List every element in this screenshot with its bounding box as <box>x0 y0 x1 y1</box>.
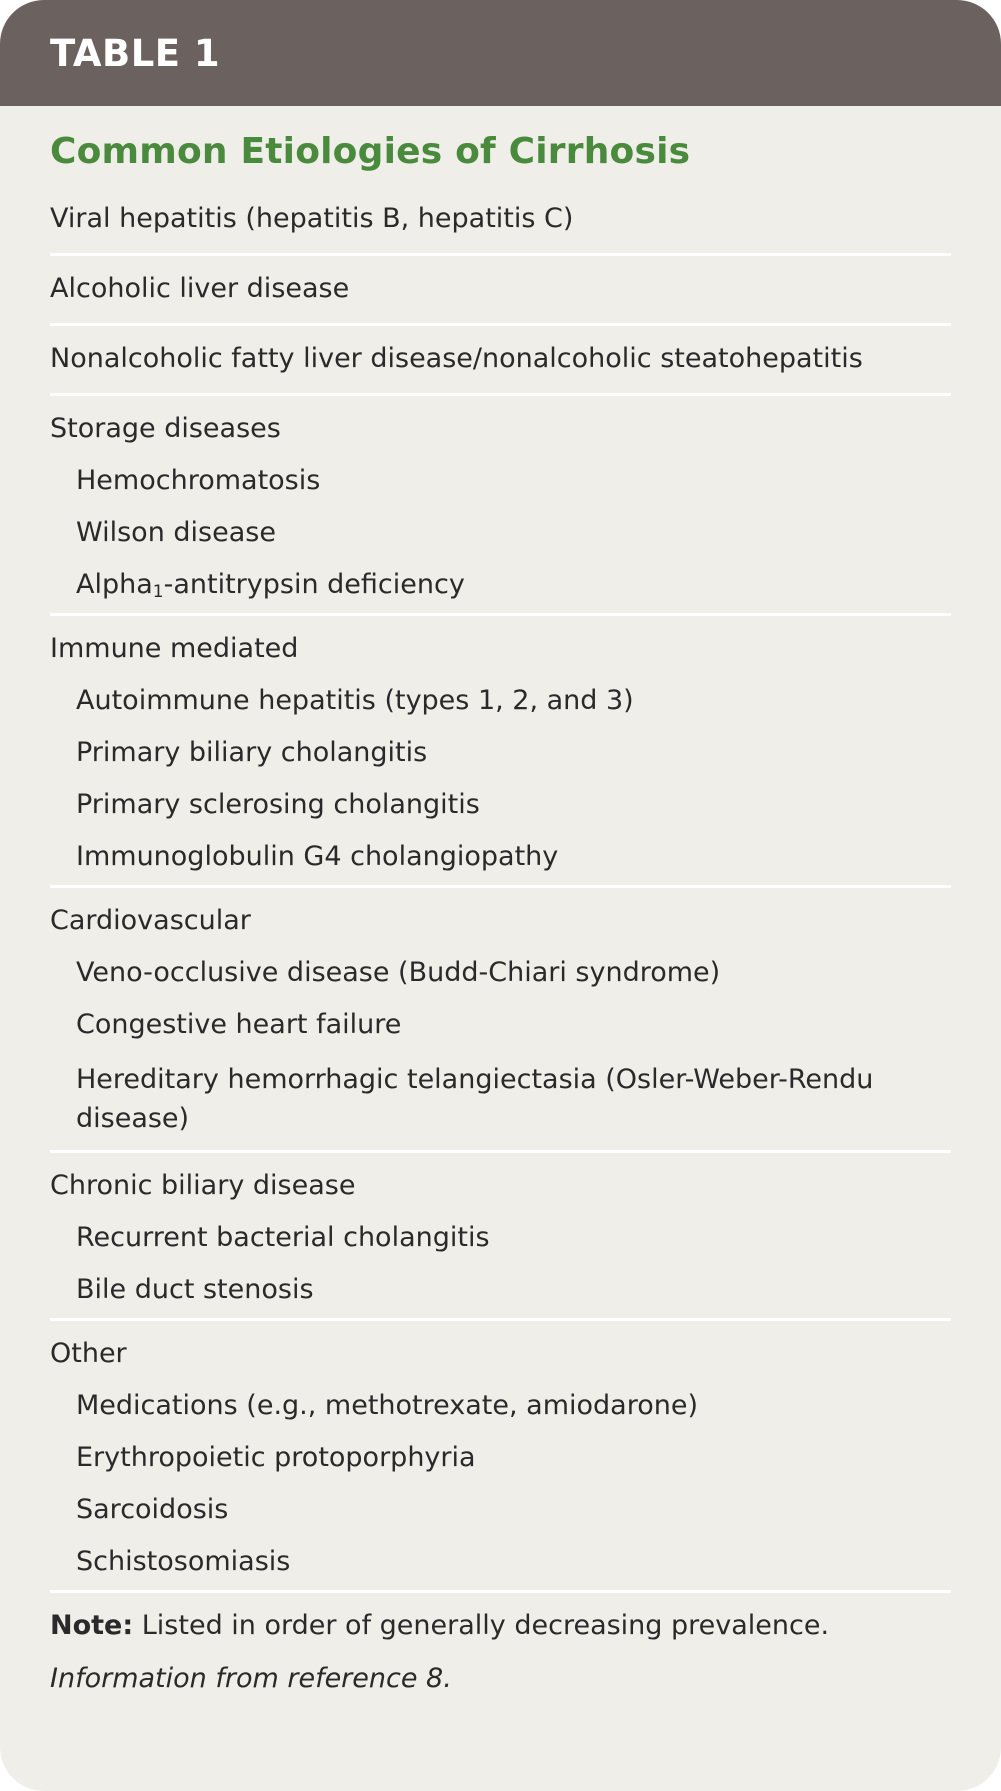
list-item: Congestive heart failure <box>76 1009 402 1040</box>
group-heading: Immune mediated <box>50 633 299 664</box>
note-label: Note: <box>50 1610 134 1641</box>
alpha-prefix: Alpha <box>76 569 153 600</box>
list-item: Medications (e.g., methotrexate, amiodarone) <box>76 1390 699 1421</box>
table-note <box>50 1609 951 1642</box>
note-text: Listed in order of generally decreasing prevalence. <box>133 1610 830 1641</box>
group-heading: Alcoholic liver disease <box>50 273 350 304</box>
group-other <box>50 1321 951 1593</box>
group-biliary <box>50 1153 951 1321</box>
group-heading: Storage diseases <box>50 413 281 444</box>
list-item: Hemochromatosis <box>76 465 321 496</box>
alpha-suffix: -antitrypsin deficiency <box>163 569 465 600</box>
table-label: TABLE 1 <box>50 32 221 75</box>
group-alcoholic <box>50 256 951 326</box>
list-item: Immunoglobulin G4 cholangiopathy <box>76 841 559 872</box>
list-item: Erythropoietic protoporphyria <box>76 1442 476 1473</box>
list-item: Primary sclerosing cholangitis <box>76 789 480 820</box>
table-title: Common Etiologies of Cirrhosis <box>50 131 691 172</box>
group-immune <box>50 616 951 888</box>
table-source: Information from reference 8. <box>50 1663 452 1694</box>
list-item: Recurrent bacterial cholangitis <box>76 1222 490 1253</box>
group-cardiovascular <box>50 888 951 1153</box>
list-item: Sarcoidosis <box>76 1494 229 1525</box>
group-heading: Chronic biliary disease <box>50 1170 356 1201</box>
group-heading: Viral hepatitis (hepatitis B, hepatitis C) <box>50 203 574 234</box>
list-item: Wilson disease <box>76 517 276 548</box>
group-nonalcoholic <box>50 326 951 396</box>
group-heading: Cardiovascular <box>50 905 251 936</box>
group-viral <box>50 186 951 256</box>
group-heading: Other <box>50 1338 127 1369</box>
table-content <box>50 130 951 1695</box>
list-item: Autoimmune hepatitis (types 1, 2, and 3) <box>76 685 634 716</box>
list-item: Veno-occlusive disease (Budd-Chiari syndrome) <box>76 957 721 988</box>
list-item: Schistosomiasis <box>76 1546 291 1577</box>
alpha-subscript: 1 <box>152 582 164 602</box>
group-heading: Nonalcoholic fatty liver disease/nonalcoholic steatohepatitis <box>50 343 863 374</box>
table-header <box>0 0 1001 106</box>
list-item: Hereditary hemorrhagic telangiectasia (Osler-Weber-Rendu disease) <box>76 1064 874 1134</box>
list-item: Primary biliary cholangitis <box>76 737 428 768</box>
group-storage <box>50 396 951 616</box>
list-item-alpha1 <box>50 568 951 601</box>
list-item: Bile duct stenosis <box>76 1274 314 1305</box>
